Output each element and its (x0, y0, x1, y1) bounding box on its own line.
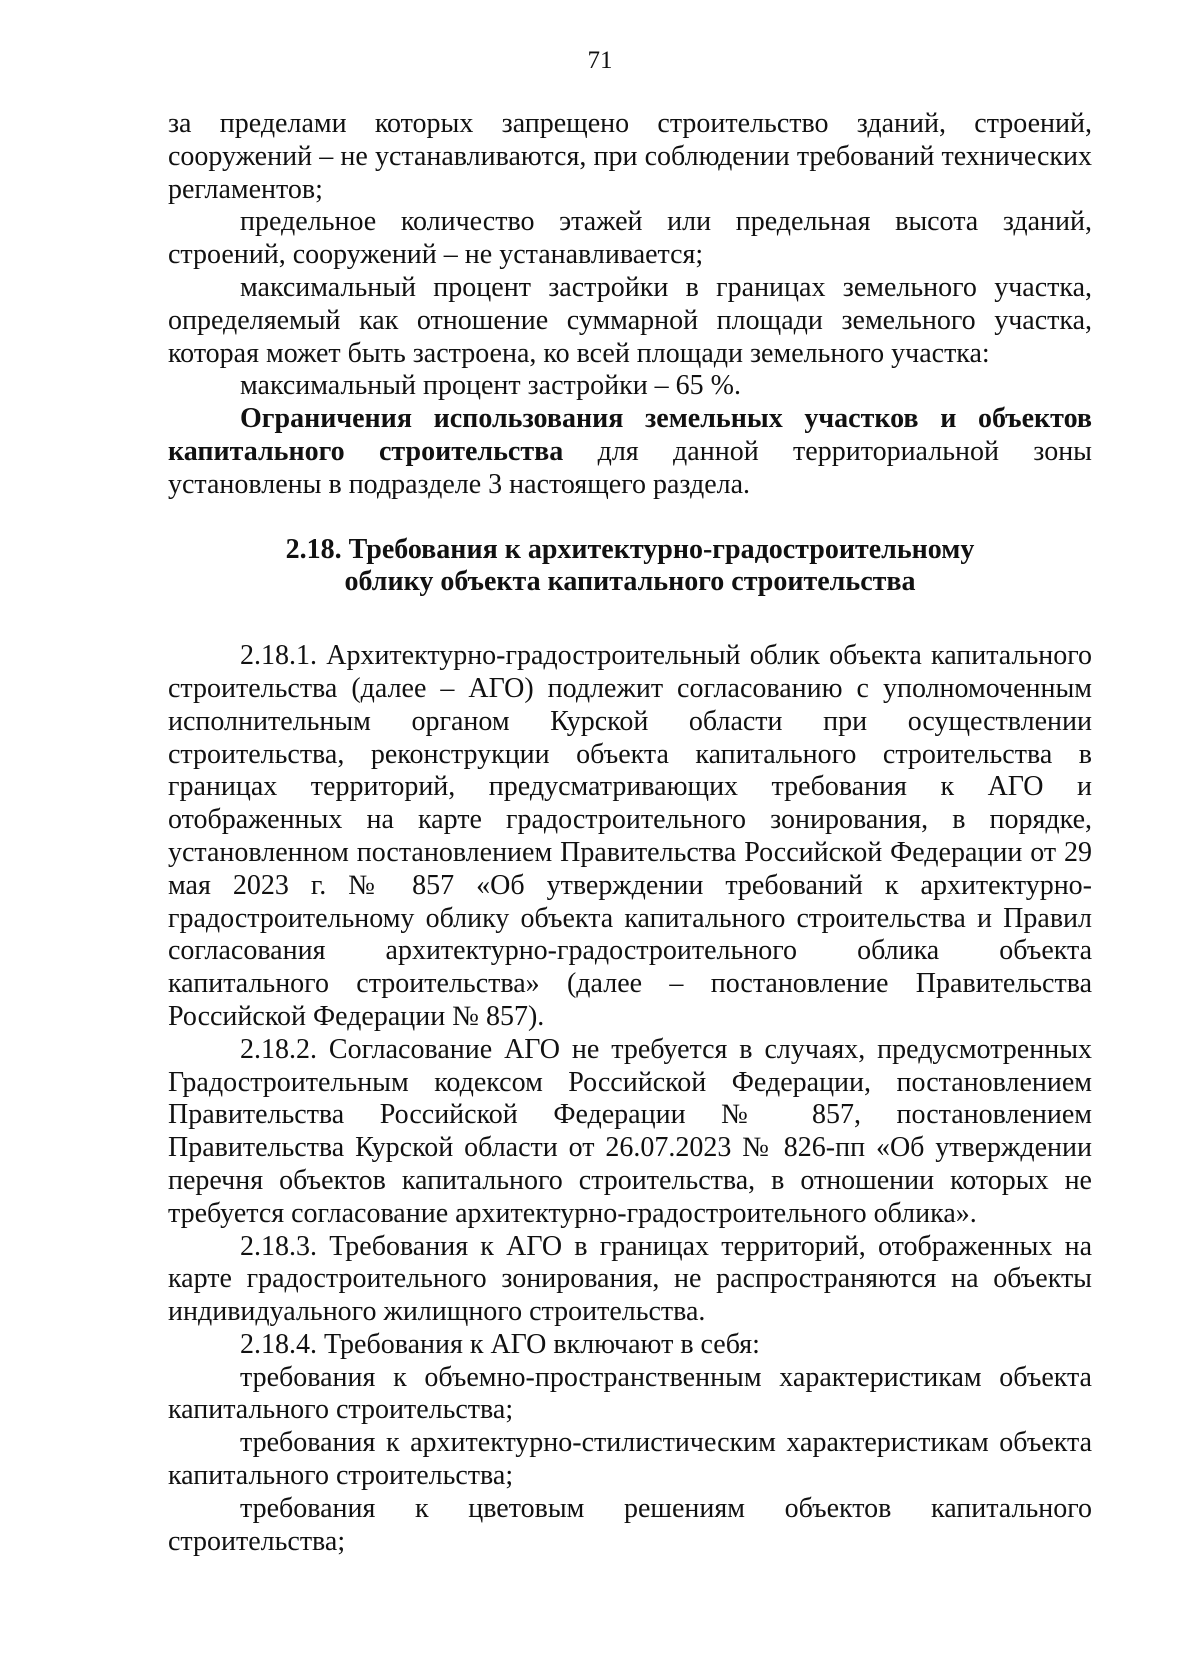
paragraph-2-18-1: 2.18.1. Архитектурно-градостроительный облик объекта капитального строительства (далее – АГО) подлежит согласованию с уполномоченным исполнительным органом Курской области при осуществлении строительства, реконструкции объекта капитального строительства в границах территорий, предусматривающих требования к АГО и отображенных на карте градостроительного зонирования, в порядке, установленном постановлением Правительства Российской Федерации от 29 мая 2023 г. № 857 «Об утверждении требований к архитектурно-градостроительному облику объекта капитального строительства и Правил согласования архитектурно-градостроительного облика объекта капитального строительства» (далее – постановление Правительства Российской Федерации № 857). (168, 640, 1092, 1032)
paragraph-2-18-2: 2.18.2. Согласование АГО не требуется в случаях, предусмотренных Градостроительным кодексом Российской Федерации, постановлением Правительства Российской Федерации № 857, постановлением Правительства Курской области от 26.07.2023 № 826-пп «Об утверждении перечня объектов капитального строительства, в отношении которых не требуется согласование архитектурно-градостроительного облика». (168, 1033, 1092, 1229)
paragraph-max-coverage-definition: максимальный процент застройки в границах земельного участка, определяемый как отношение суммарной площади земельного участка, которая может быть застроена, ко всей площади земельного участка: (168, 271, 1092, 369)
paragraph-building-setback: за пределами которых запрещено строительство зданий, строений, сооружений – не устанавливаются, при соблюдении требований технических регламентов; (168, 108, 1092, 205)
section-heading-line-1: 2.18. Требования к архитектурно-градостроительному (285, 533, 975, 565)
paragraph-2-18-3: 2.18.3. Требования к АГО в границах территорий, отображенных на карте градостроительного зонирования, не распространяются на объекты индивидуального жилищного строительства. (168, 1230, 1092, 1328)
paragraph-restrictions (168, 403, 1092, 501)
paragraph-max-floors: предельное количество этажей или предельная высота зданий, строений, сооружений – не устанавливается; (168, 206, 1092, 271)
list-item-volume-spatial: требования к объемно-пространственным характеристикам объекта капитального строительства; (168, 1361, 1092, 1426)
section-heading-2-18 (168, 534, 1092, 600)
restrictions-bold-text: Ограничения использования земельных участков и объектов капитального строительства (168, 403, 1092, 467)
restrictions-text: для данной территориальной зоны установлены в подразделе 3 настоящего раздела. (168, 435, 1092, 500)
page-number: 71 (587, 47, 613, 74)
list-item-color-solutions: требования к цветовым решениям объектов капитального строительства; (168, 1492, 1092, 1557)
paragraph-max-coverage-value: максимальный процент застройки – 65 %. (240, 370, 742, 402)
section-heading-line-2: облику объекта капитального строительства (344, 566, 916, 598)
list-item-architectural-style: требования к архитектурно-стилистическим характеристикам объекта капитального строительства; (168, 1427, 1092, 1492)
paragraph-2-18-4: 2.18.4. Требования к АГО включают в себя: (240, 1328, 760, 1360)
document-body (168, 108, 1092, 1558)
